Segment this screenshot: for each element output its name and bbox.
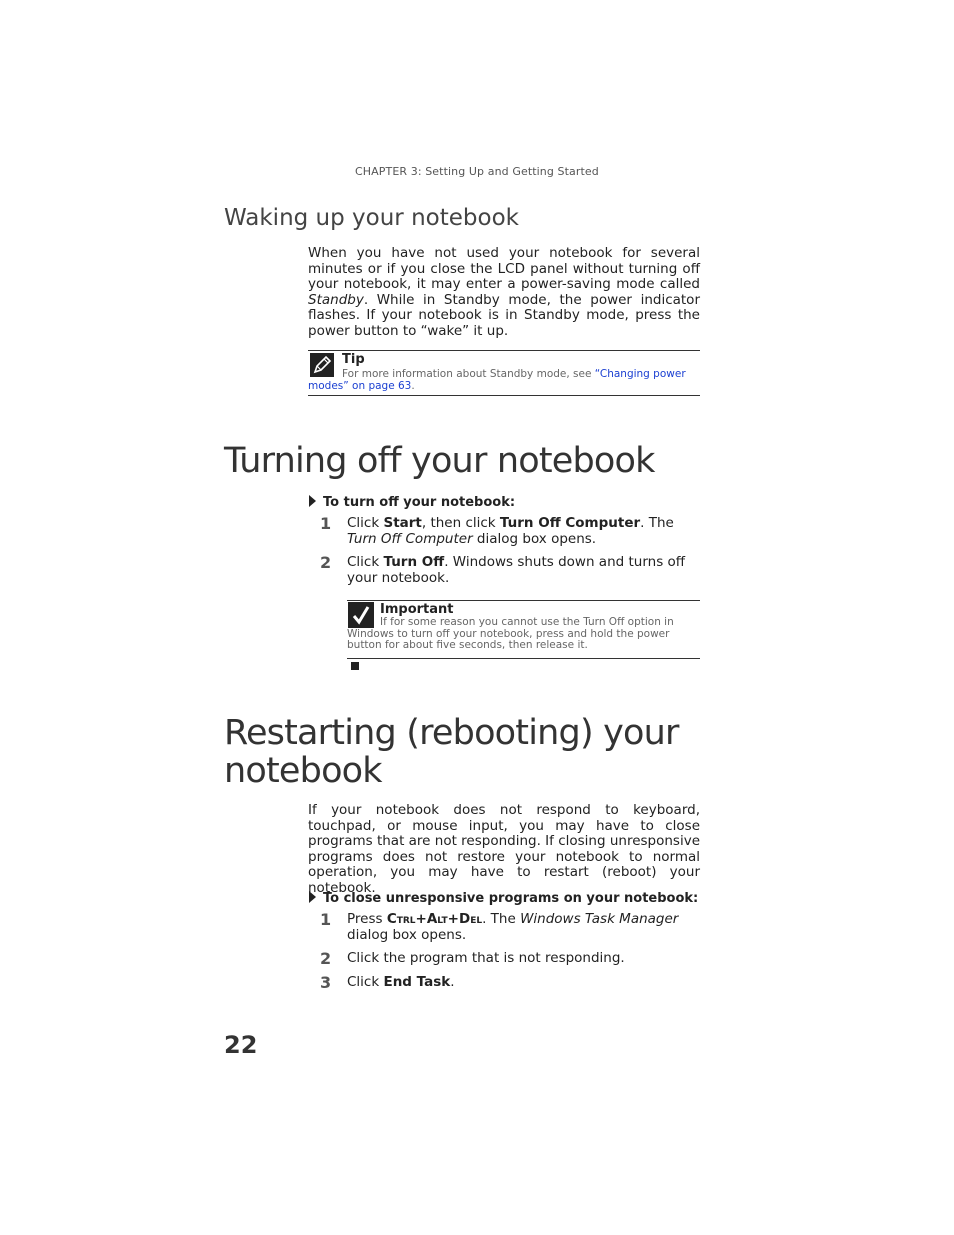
waking-paragraph: When you have not used your notebook for several minutes or if you close the LCD panel without turning off your notebook, it may enter a power-saving mode called Standby. While in Standby mode, the power indicator flashes. If your notebook is in Standby mode, press the power button to “wake” it up. xyxy=(308,245,700,339)
tip-title: Tip xyxy=(342,352,365,367)
restarting-paragraph: If your notebook does not respond to keyboard, touchpad, or mouse input, you may have to close programs that are not responding. If closing unresponsive programs does not restore your notebook to normal operation, you may have to restart (reboot) your notebook. xyxy=(308,802,701,896)
step-text: Click the program that is not responding. xyxy=(347,950,625,966)
chapter-header: CHAPTER 3: Setting Up and Getting Started xyxy=(355,165,599,178)
tip-box xyxy=(308,350,700,396)
step-number: 1 xyxy=(320,514,332,533)
triangle-bullet-icon xyxy=(309,891,316,903)
step-number: 3 xyxy=(320,973,332,992)
procedure-close-programs: To close unresponsive programs on your notebook: xyxy=(309,891,698,906)
important-title: Important xyxy=(380,602,454,617)
section-title-turning-off: Turning off your notebook xyxy=(224,441,655,481)
step-number: 2 xyxy=(320,949,332,968)
step-text: Click End Task. xyxy=(347,974,455,990)
step-text: Click Turn Off. Windows shuts down and turns off your notebook. xyxy=(347,554,686,586)
important-box xyxy=(347,600,700,659)
important-text: If for some reason you cannot use the Turn Off option in Windows to turn off your notebook, press and hold the power button for about five seconds, then release it. xyxy=(347,616,674,651)
step-text: Press Ctrl+Alt+Del. The Windows Task Manager dialog box opens. xyxy=(347,911,679,943)
section-title-restarting: Restarting (rebooting) your notebook xyxy=(224,713,679,791)
step-number: 1 xyxy=(320,910,332,929)
section-title-waking: Waking up your notebook xyxy=(224,205,519,231)
triangle-bullet-icon xyxy=(309,495,316,507)
page-number: 22 xyxy=(224,1031,258,1059)
end-of-procedure-mark xyxy=(351,662,359,670)
changing-power-modes-link[interactable]: “Changing power modes” on page 63 xyxy=(308,368,686,392)
tip-text: For more information about Standby mode, see “Changing power modes” on page 63. xyxy=(308,368,686,392)
step-number: 2 xyxy=(320,553,332,572)
step-text: Click Start, then click Turn Off Computer. The Turn Off Computer dialog box opens. xyxy=(347,515,674,547)
procedure-turn-off: To turn off your notebook: xyxy=(309,495,515,510)
